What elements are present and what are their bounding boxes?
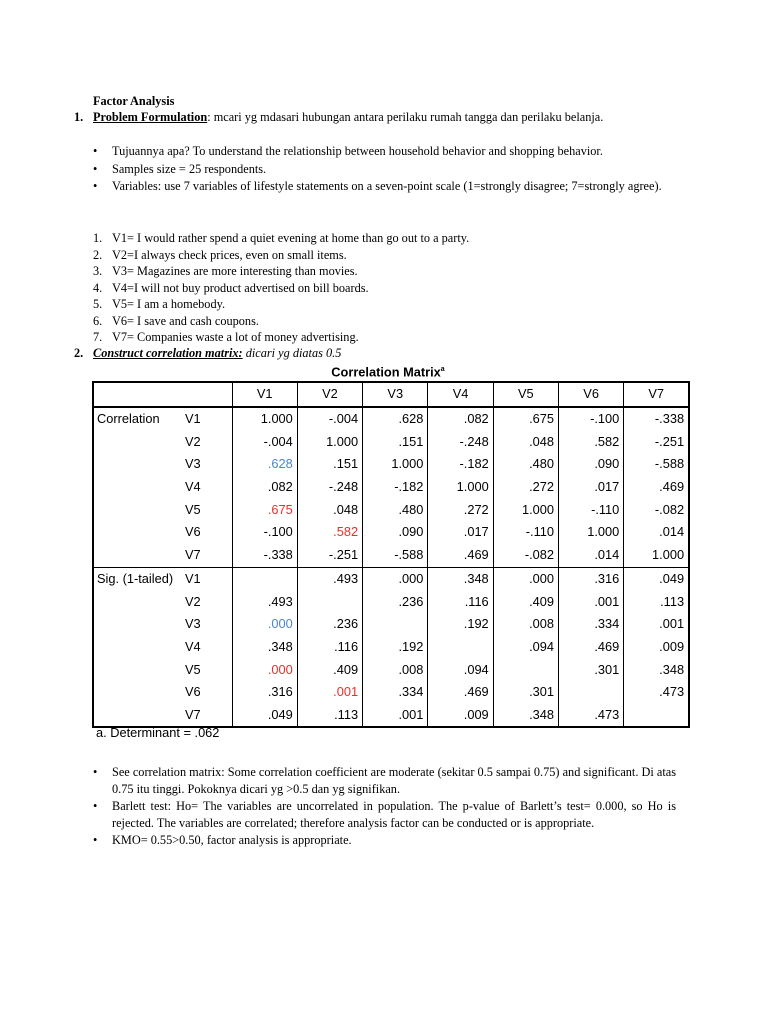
table-row [93,498,689,521]
group-label [93,681,182,704]
list-item [93,296,676,313]
list-number: 7. [93,330,103,344]
table-cell: -.251 [297,544,362,567]
table-cell: -.338 [232,544,297,567]
list-text: V2=I always check prices, even on small items. [112,247,347,262]
section-heading: Construct correlation matrix: [93,346,243,360]
table-cell: -.182 [363,476,428,499]
group-label [93,544,182,567]
column-header: V1 [232,382,297,407]
group-label: Sig. (1-tailed) [93,567,182,590]
table-row [93,590,689,613]
table-row [93,521,689,544]
table-cell: .192 [428,613,493,636]
table-cell: -.100 [558,407,623,431]
section-problem-formulation [74,109,676,126]
table-cell: .090 [363,521,428,544]
section-note: dicari yg diatas 0.5 [245,346,342,360]
table-cell: .334 [363,681,428,704]
table-cell: 1.000 [363,453,428,476]
group-label [93,498,182,521]
row-label: V4 [185,479,201,495]
header-corner-cell [93,382,232,407]
list-text: V4=I will not buy product advertised on bill boards. [112,280,369,295]
list-text: V5= I am a homebody. [112,297,226,311]
table-cell: .113 [624,590,689,613]
row-label: V3 [185,616,201,632]
group-label [93,521,182,544]
group-label [93,430,182,453]
table-cell: .116 [428,590,493,613]
table-caption-text: Correlation Matrix [331,364,441,380]
table-cell: .001 [624,613,689,636]
table-cell: 1.000 [493,498,558,521]
table-cell [493,658,558,681]
table-cell [297,590,362,613]
table-cell: .001 [558,590,623,613]
table-cell: .480 [493,453,558,476]
column-header: V5 [493,382,558,407]
table-cell: .469 [624,476,689,499]
correlation-matrix-table [92,381,690,728]
group-label [93,453,182,476]
table-cell: -.100 [232,521,297,544]
row-label: V6 [185,684,201,700]
table-cell: -.588 [624,453,689,476]
table-cell: -.588 [363,544,428,567]
list-number: 5. [93,297,103,311]
table-cell: -.004 [232,430,297,453]
table-cell: .014 [624,521,689,544]
table-cell: -.110 [493,521,558,544]
table-cell: .469 [558,636,623,659]
table-cell: .348 [232,636,297,659]
table-cell: .469 [428,681,493,704]
row-label: V1 [185,411,201,427]
group-label [93,636,182,659]
list-number: 3. [93,264,103,278]
table-cell: .000 [363,567,428,590]
list-number: 4. [93,280,103,295]
table-cell: .151 [363,430,428,453]
section-correlation-matrix [74,345,676,362]
list-item: • Barlett test: Ho= The variables are uncorrelated in population. The p-value of Barlett’s test= 0.000, so Ho is rejected. The variables are correlated; therefore analysis factor can be conducted or is appropriate. [93,798,676,831]
row-label: V7 [185,706,201,722]
table-cell: .409 [297,658,362,681]
table-cell: -.248 [428,430,493,453]
table-cell: .000 [232,658,297,681]
table-cell: .493 [297,567,362,590]
table-cell: .675 [232,498,297,521]
list-item: • Tujuannya apa? To understand the relationship between household behavior and shopping behavior. [93,143,676,160]
table-cell: .348 [624,658,689,681]
section-number: 1. [74,110,84,124]
group-label [93,704,182,728]
table-cell: .001 [363,704,428,728]
column-header: V7 [624,382,689,407]
table-body [93,407,689,728]
table-cell: .048 [493,430,558,453]
table-cell: .236 [297,613,362,636]
section-body [93,109,676,126]
table-header [93,382,689,407]
table-row [93,636,689,659]
header-row [93,382,689,407]
list-number: 6. [93,313,103,328]
table-cell: .017 [558,476,623,499]
table-cell: .008 [493,613,558,636]
table-cell: 1.000 [558,521,623,544]
list-item [93,280,676,297]
table-cell: .001 [297,681,362,704]
table-cell: .301 [558,658,623,681]
table-cell: .628 [232,453,297,476]
table-caption-sup: a [440,366,445,373]
table-cell: -.110 [558,498,623,521]
group-label: Correlation [97,411,160,427]
table-cell: 1.000 [428,476,493,499]
list-item: • Samples size = 25 respondents. [93,161,676,178]
table-row [93,704,689,728]
list-text: V1= I would rather spend a quiet evening at home than go out to a party. [112,231,470,245]
table-row [93,476,689,499]
table-cell: .348 [493,704,558,728]
table-cell: -.338 [624,407,689,431]
table-cell: .409 [493,590,558,613]
table-cell: .236 [363,590,428,613]
list-item: • See correlation matrix: Some correlation coefficient are moderate (sekitar 0.5 sampai 0.75) and significant. Di atas 0.75 itu tinggi. Pokoknya dicari yg >0.5 dan yg signifikan. [93,764,676,797]
row-label: V7 [185,547,201,563]
row-label: V2 [185,433,201,449]
table-cell: .008 [363,658,428,681]
table-row [93,567,689,590]
table-cell: .094 [428,658,493,681]
table-cell: -.251 [624,430,689,453]
table-cell: .316 [232,681,297,704]
list-item: • KMO= 0.55>0.50, factor analysis is appropriate. [93,832,676,849]
conclusion-bullet-list [93,764,676,850]
group-label [93,613,182,636]
list-text: V6= I save and cash coupons. [112,313,259,328]
table-cell: -.082 [624,498,689,521]
table-cell: -.182 [428,453,493,476]
section-text: : mcari yg mdasari hubungan antara perilaku rumah tangga dan perilaku belanja. [207,110,604,124]
table-cell: .151 [297,453,362,476]
table-cell: .000 [493,567,558,590]
list-number: 2. [93,247,103,262]
table-row [93,681,689,704]
column-header: V3 [363,382,428,407]
list-item [93,230,676,247]
table-cell: .272 [428,498,493,521]
list-number: 1. [93,231,103,245]
table-cell [363,613,428,636]
problem-bullet-list [93,143,676,196]
list-item [93,263,676,280]
table-cell: .316 [558,567,623,590]
table-cell: .082 [428,407,493,431]
variable-list [93,230,676,346]
table-footnote: a. Determinant = .062 [96,725,220,740]
section-body [93,345,676,362]
table-cell: .009 [624,636,689,659]
table-cell: .582 [558,430,623,453]
table-cell: .049 [232,704,297,728]
table-row [93,430,689,453]
list-item: • Variables: use 7 variables of lifestyle statements on a seven-point scale (1=strongly disagree; 7=strongly agree). [93,178,676,195]
group-label [93,476,182,499]
group-label [93,658,182,681]
row-label: V2 [185,593,201,609]
table-cell: .473 [558,704,623,728]
table-cell: 1.000 [232,407,297,431]
column-header: V2 [297,382,362,407]
table-cell: .334 [558,613,623,636]
row-label: V1 [182,567,232,590]
column-header: V4 [428,382,493,407]
table-cell: .014 [558,544,623,567]
table-cell: .473 [624,681,689,704]
table-row [93,658,689,681]
table-cell: .009 [428,704,493,728]
table-cell: .675 [493,407,558,431]
list-item [93,313,676,330]
table-cell: .049 [624,567,689,590]
table-cell: .116 [297,636,362,659]
table-cell: .480 [363,498,428,521]
table-cell: .000 [232,613,297,636]
table-caption [92,361,684,381]
table-row [93,407,689,431]
table-cell: .628 [363,407,428,431]
table-cell: .094 [493,636,558,659]
table-row [93,453,689,476]
table-cell: .017 [428,521,493,544]
section-heading: Problem Formulation [93,110,208,124]
group-label [93,590,182,613]
table-cell: -.248 [297,476,362,499]
list-item [93,329,676,346]
table-cell: .469 [428,544,493,567]
row-label: V6 [185,524,201,540]
table-cell: 1.000 [297,430,362,453]
row-label: V4 [185,638,201,654]
table-cell: -.004 [297,407,362,431]
table-cell: -.082 [493,544,558,567]
list-item [93,247,676,264]
list-text: V3= Magazines are more interesting than movies. [112,264,358,278]
table-cell [624,704,689,728]
table-cell: .493 [232,590,297,613]
row-label: V3 [185,456,201,472]
table-row [93,544,689,567]
table-cell [428,636,493,659]
table-row [93,613,689,636]
column-header: V6 [558,382,623,407]
document-title: Factor Analysis [93,94,175,108]
table-cell [232,567,297,590]
table-cell: .113 [297,704,362,728]
table-cell: .090 [558,453,623,476]
table-cell: .301 [493,681,558,704]
table-cell: .048 [297,498,362,521]
table-cell: .582 [297,521,362,544]
table-cell: .192 [363,636,428,659]
row-label: V5 [185,661,201,677]
row-label: V5 [185,501,201,517]
table-cell: .272 [493,476,558,499]
table-cell: 1.000 [624,544,689,567]
section-number: 2. [74,346,84,360]
table-cell [558,681,623,704]
list-text: V7= Companies waste a lot of money advertising. [112,330,359,344]
table-cell: .082 [232,476,297,499]
table-cell: .348 [428,567,493,590]
